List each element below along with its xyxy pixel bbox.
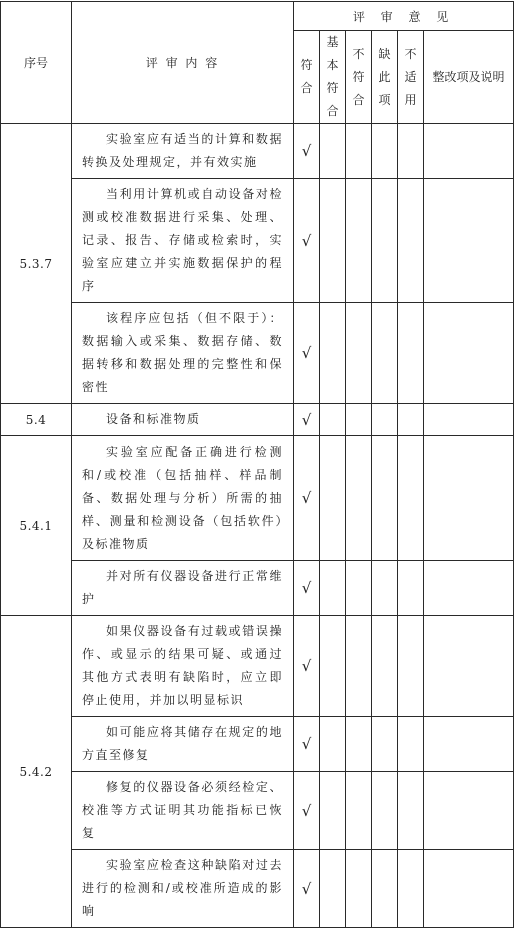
col-basic-conform: 基本符合 — [320, 31, 346, 124]
item-text: 实验室应配备正确进行检测和/或校准（包括抽样、样品制备、数据处理与分析）所需的抽样、测量和检测设备（包括软件）及标准物质 — [72, 436, 294, 561]
section-code: 5.4.2 — [1, 616, 72, 928]
review-table — [0, 1, 514, 928]
check-mark: √ — [294, 303, 320, 404]
section-code: 5.4.1 — [1, 436, 72, 616]
check-mark: √ — [294, 772, 320, 850]
item-text: 并对所有仪器设备进行正常维护 — [72, 561, 294, 616]
item-text: 设备和标准物质 — [72, 404, 294, 436]
seq-header: 序号 — [1, 2, 72, 124]
check-mark: √ — [294, 179, 320, 303]
item-text: 如可能应将其储存在规定的地方直至修复 — [72, 717, 294, 772]
opinion-header: 评 审 意 见 — [294, 2, 514, 31]
item-text: 如果仪器设备有过载或错误操作、或显示的结果可疑、或通过其他方式表明有缺陷时，应立即停止使用，并加以明显标识 — [72, 616, 294, 717]
check-mark: √ — [294, 616, 320, 717]
item-text: 实验室应检查这种缺陷对过去进行的检测和/或校准所造成的影响 — [72, 850, 294, 928]
check-mark: √ — [294, 436, 320, 561]
col-missing: 缺此项 — [372, 31, 398, 124]
check-mark: √ — [294, 717, 320, 772]
check-mark: √ — [294, 404, 320, 436]
check-mark: √ — [294, 850, 320, 928]
col-nonconform: 不符合 — [346, 31, 372, 124]
content-header: 评 审 内 容 — [72, 2, 294, 124]
check-mark: √ — [294, 124, 320, 179]
section-code: 5.4 — [1, 404, 72, 436]
col-conform: 符合 — [294, 31, 320, 124]
col-rectify: 整改项及说明 — [424, 31, 514, 124]
item-text: 实验室应有适当的计算和数据转换及处理规定，并有效实施 — [72, 124, 294, 179]
check-mark: √ — [294, 561, 320, 616]
item-text: 当利用计算机或自动设备对检测或校准数据进行采集、处理、记录、报告、存储或检索时，实验室应建立并实施数据保护的程序 — [72, 179, 294, 303]
section-code: 5.3.7 — [1, 124, 72, 404]
col-not-applicable: 不适用 — [398, 31, 424, 124]
item-text: 该程序应包括（但不限于）：数据输入或采集、数据存储、数据转移和数据处理的完整性和保密性 — [72, 303, 294, 404]
item-text: 修复的仪器设备必须经检定、校准等方式证明其功能指标已恢复 — [72, 772, 294, 850]
